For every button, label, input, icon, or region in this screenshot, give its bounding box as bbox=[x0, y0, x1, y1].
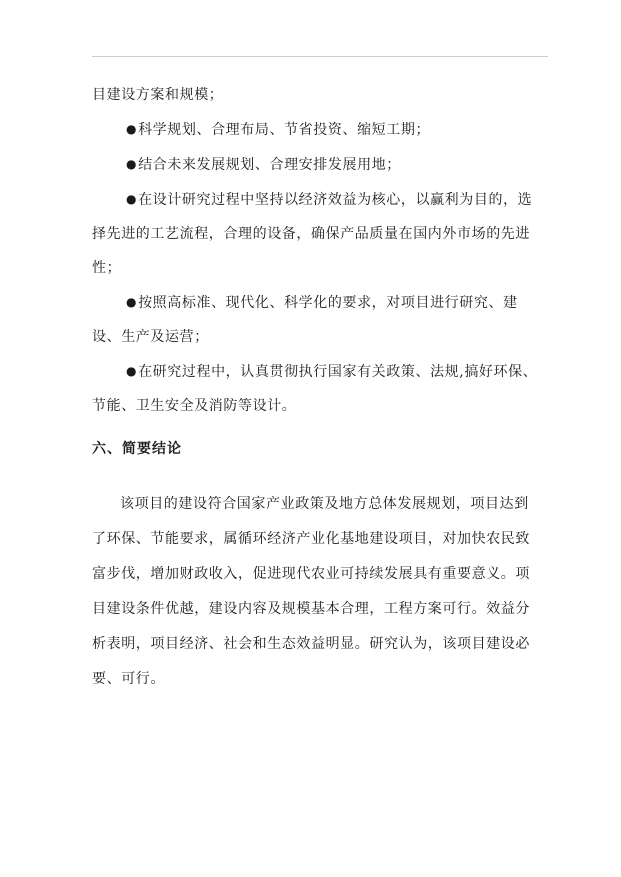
bullet-text: 在设计研究过程中坚持以经济效益为核心，以赢利为目的，选择先进的工艺流程，合理的设备，确保产品质量在国内外市场的先进性； bbox=[92, 192, 533, 276]
bullet-text: 科学规划、合理布局、节省投资、缩短工期； bbox=[138, 122, 431, 138]
bullet-icon: ● bbox=[126, 192, 138, 206]
bullet-icon: ● bbox=[126, 295, 138, 309]
bullet-item-5 bbox=[92, 354, 540, 423]
section-title: 六、简要结论 bbox=[92, 441, 182, 457]
continuation-text: 目建设方案和规模； bbox=[92, 87, 224, 103]
bullet-item-4 bbox=[92, 285, 540, 354]
bullet-item-3 bbox=[92, 182, 540, 285]
bullet-item-2 bbox=[92, 147, 540, 182]
bullet-icon: ● bbox=[126, 364, 138, 378]
document-page bbox=[92, 78, 540, 697]
bullet-icon: ● bbox=[126, 157, 138, 171]
bullet-text: 在研究过程中，认真贯彻执行国家有关政策、法规,搞好环保、节能、卫生安全及消防等设计。 bbox=[92, 364, 538, 414]
conclusion-paragraph: 该项目的建设符合国家产业政策及地方总体发展规划，项目达到了环保、节能要求，属循环经济产业化基地建设项目，对加快农民致富步伐，增加财政收入，促进现代农业可持续发展具有重要意义。项目建设条件优越，建设内容及规模基本合理，工程方案可行。效益分析表明，项目经济、社会和生态效益明显。研究认为，该项目建设必要、可行。 bbox=[92, 496, 530, 687]
bullet-icon: ● bbox=[126, 122, 138, 136]
bullet-text: 按照高标准、现代化、科学化的要求，对项目进行研究、建设、生产及运营； bbox=[92, 295, 518, 345]
header-rule bbox=[92, 56, 548, 57]
bullet-item-1 bbox=[92, 112, 540, 147]
bullet-text: 结合未来发展规划、合理安排发展用地； bbox=[138, 157, 401, 173]
